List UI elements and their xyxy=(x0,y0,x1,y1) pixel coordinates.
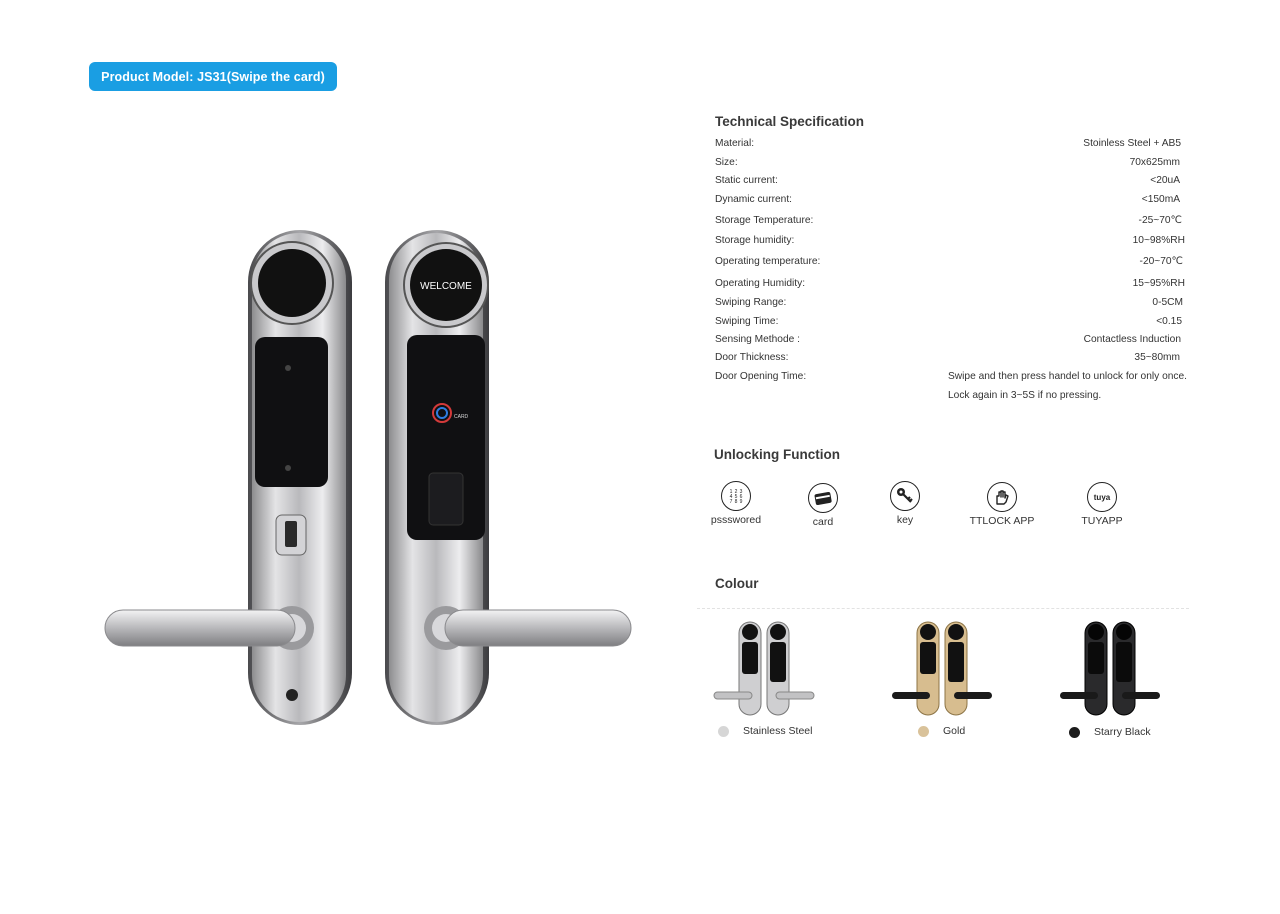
colour-swatch xyxy=(718,726,729,737)
lock-back-view xyxy=(105,230,352,725)
svg-text:9: 9 xyxy=(739,499,743,505)
product-model-label: Product Model: JS31(Swipe the card) xyxy=(101,69,325,84)
spec-row-swiping-time xyxy=(715,316,1185,330)
spec-label: Storage Temperature: xyxy=(715,215,814,226)
unlock-method-password xyxy=(696,481,776,526)
card-icon xyxy=(808,483,838,513)
colour-swatch xyxy=(1069,727,1080,738)
svg-text:3: 3 xyxy=(739,489,743,495)
svg-text:1: 1 xyxy=(729,489,733,495)
technical-specification-title: Technical Specification xyxy=(715,114,865,129)
spec-label: Dynamic current: xyxy=(715,194,792,205)
lock-screen-text: WELCOME xyxy=(420,281,472,292)
unlock-method-card xyxy=(783,483,863,528)
svg-text:6: 6 xyxy=(739,494,743,500)
key-icon xyxy=(890,481,920,511)
spec-value: -20~70℃ xyxy=(1139,256,1183,267)
spec-label: Door Opening Time: xyxy=(715,371,807,382)
spec-row-material xyxy=(715,138,1185,152)
spec-value: Stoinless Steel + AB5 xyxy=(1083,138,1181,149)
svg-text:5: 5 xyxy=(734,494,738,500)
svg-text:2: 2 xyxy=(734,489,738,495)
colour-swatch xyxy=(918,726,929,737)
spec-value: Contactless Induction xyxy=(1083,334,1181,345)
stainless-steel-thumbnail xyxy=(712,620,816,717)
keypad-icon xyxy=(721,481,751,511)
colour-label: Stainless Steel xyxy=(743,725,813,737)
card-reader-text: CARD xyxy=(454,414,469,420)
tuya-icon xyxy=(1087,482,1117,512)
spec-label: Operating temperature: xyxy=(715,256,821,267)
spec-row-size xyxy=(715,157,1185,171)
spec-value: <0.15 xyxy=(1156,316,1182,327)
unlock-method-label: card xyxy=(812,516,834,528)
spec-value: -25~70℃ xyxy=(1138,215,1182,226)
door-opening-note-line-1: Swipe and then press handel to unlock for only once. xyxy=(948,371,1187,382)
spec-label: Operating Humidity: xyxy=(715,278,806,289)
spec-row-swiping-range xyxy=(715,297,1185,311)
unlock-method-label: key xyxy=(896,514,914,526)
unlock-method-key xyxy=(865,481,945,526)
colour-title: Colour xyxy=(715,576,759,591)
colour-label: Starry Black xyxy=(1094,726,1151,738)
spec-row-sensing-method xyxy=(715,334,1185,348)
ttlock-hand-icon xyxy=(987,482,1017,512)
spec-row-door-thickness xyxy=(715,352,1185,366)
unlock-method-label: TUYAPP xyxy=(1081,515,1123,527)
spec-row-static-current xyxy=(715,175,1185,189)
spec-value: 35~80mm xyxy=(1134,352,1180,363)
spec-label: Material: xyxy=(715,138,755,149)
colour-label: Gold xyxy=(943,725,966,737)
spec-label: Static current: xyxy=(715,175,778,186)
gold-thumbnail xyxy=(890,620,994,717)
door-lock-product-image xyxy=(100,225,640,730)
spec-value: 10~98%RH xyxy=(1132,235,1185,246)
unlocking-function-title: Unlocking Function xyxy=(714,447,840,462)
spec-value: 15~95%RH xyxy=(1132,278,1185,289)
unlock-method-tuya-app xyxy=(1062,482,1142,527)
spec-row-operating-humidity xyxy=(715,278,1185,292)
spec-value: 0-5CM xyxy=(1152,297,1183,308)
spec-label: Swiping Range: xyxy=(715,297,787,308)
spec-label: Door Thickness: xyxy=(715,352,789,363)
spec-value: <20uA xyxy=(1150,175,1180,186)
svg-text:4: 4 xyxy=(729,494,733,500)
spec-row-operating-temperature xyxy=(715,256,1185,270)
svg-text:7: 7 xyxy=(729,499,733,505)
spec-row-storage-humidity xyxy=(715,235,1185,249)
spec-label: Swiping Time: xyxy=(715,316,779,327)
svg-text:8: 8 xyxy=(734,499,738,505)
product-model-badge xyxy=(89,62,337,91)
starry-black-thumbnail xyxy=(1058,620,1162,717)
unlock-method-label: TTLOCK APP xyxy=(969,515,1035,527)
spec-row-storage-temperature xyxy=(715,215,1185,229)
spec-value: 70x625mm xyxy=(1129,157,1180,168)
lock-front-view xyxy=(385,230,631,725)
spec-value: <150mA xyxy=(1141,194,1180,205)
spec-label: Storage humidity: xyxy=(715,235,795,246)
spec-row-dynamic-current xyxy=(715,194,1185,208)
unlock-method-ttlock-app xyxy=(962,482,1042,527)
tuya-logo-text: tuya xyxy=(1093,492,1111,502)
spec-label: Sensing Methode : xyxy=(715,334,800,345)
door-opening-note-line-2: Lock again in 3~5S if no pressing. xyxy=(948,390,1102,401)
unlock-method-label: pssswored xyxy=(710,514,762,526)
spec-label: Size: xyxy=(715,157,738,168)
colour-divider xyxy=(697,608,1189,609)
